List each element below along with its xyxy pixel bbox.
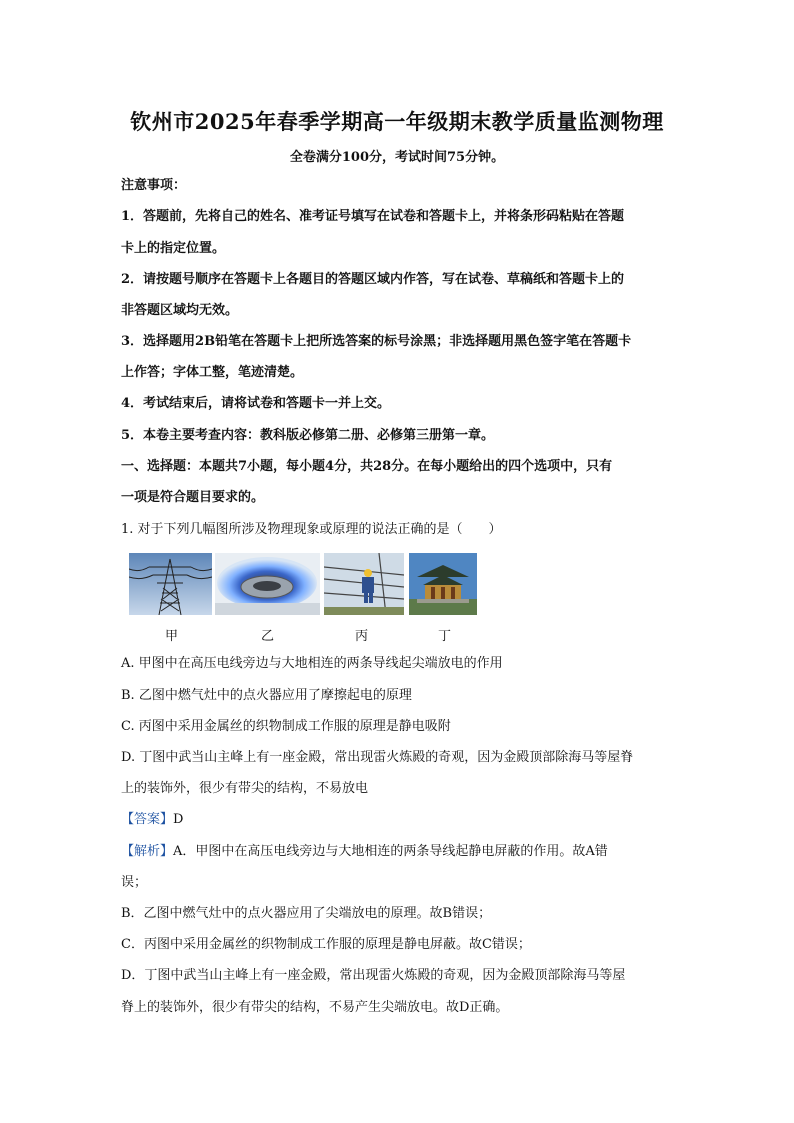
analysis-line-5: D．丁图中武当山主峰上有一座金殿，常出现雷火炼殿的奇观，因为金殿顶部除海马等屋 xyxy=(121,968,626,983)
answer-value: D xyxy=(173,812,184,827)
option-c: C. 丙图中采用金属丝的织物制成工作服的原理是静电吸附 xyxy=(121,719,451,734)
notice-line-3: 2．请按题号顺序在答题卡上各题目的答题区域内作答，写在试卷、草稿纸和答题卡上的 xyxy=(121,272,625,287)
analysis-text-1: A．甲图中在高压电线旁边与大地相连的两条导线起静电屏蔽的作用。故A错 xyxy=(173,844,608,859)
page-subtitle: 全卷满分100分，考试时间75分钟。 xyxy=(289,150,505,165)
analysis-tag: 【解析】 xyxy=(121,844,174,859)
figure-gas-burner xyxy=(215,553,320,615)
analysis-line-4: C．丙图中采用金属丝的织物制成工作服的原理是静电屏蔽。故C错误； xyxy=(121,937,531,952)
analysis-line-3: B．乙图中燃气灶中的点火器应用了尖端放电的原理。故B错误； xyxy=(121,906,492,921)
figure-label-bing: 丙 xyxy=(355,629,369,644)
figure-label-yi: 乙 xyxy=(261,629,275,644)
option-a: A. 甲图中在高压电线旁边与大地相连的两条导线起尖端放电的作用 xyxy=(121,656,503,671)
figure-label-jia: 甲 xyxy=(165,629,179,644)
figure-lineman xyxy=(324,553,404,615)
notice-line-4: 非答题区域均无效。 xyxy=(121,303,239,318)
page-title: 钦州市2025年春季学期高一年级期末教学质量监测物理 xyxy=(130,109,664,134)
notice-line-7: 4．考试结束后，请将试卷和答题卡一并上交。 xyxy=(121,396,391,411)
section-line-1: 一、选择题：本题共7小题，每小题4分，共28分。在每小题给出的四个选项中，只有 xyxy=(121,459,613,474)
analysis-line-2: 误； xyxy=(121,875,148,890)
figure-power-tower xyxy=(129,553,212,615)
answer-line xyxy=(121,811,681,829)
answer-tag: 【答案】 xyxy=(121,812,174,827)
notice-line-6: 上作答；字体工整，笔迹清楚。 xyxy=(121,365,304,380)
notice-line-8: 5．本卷主要考查内容：教科版必修第二册、必修第三册第一章。 xyxy=(121,428,495,443)
notice-line-2: 卡上的指定位置。 xyxy=(121,241,226,256)
figure-golden-hall xyxy=(409,553,477,615)
figure-label-ding: 丁 xyxy=(438,629,452,644)
section-line-2: 一项是符合题目要求的。 xyxy=(121,490,265,505)
analysis-line-1 xyxy=(121,843,681,861)
option-d-line-2: 上的装饰外，很少有带尖的结构，不易放电 xyxy=(121,781,369,796)
notice-line-1: 1．答题前，先将自己的姓名、准考证号填写在试卷和答题卡上，并将条形码粘贴在答题 xyxy=(121,209,625,224)
option-d-line-1: D. 丁图中武当山主峰上有一座金殿，常出现雷火炼殿的奇观，因为金殿顶部除海马等屋脊 xyxy=(121,750,634,765)
notice-line-5: 3．选择题用2B铅笔在答题卡上把所选答案的标号涂黑；非选择题用黑色签字笔在答题卡 xyxy=(121,334,632,349)
question-stem: 1. 对于下列几幅图所涉及物理现象或原理的说法正确的是（ ） xyxy=(121,522,502,537)
analysis-line-6: 脊上的装饰外，很少有带尖的结构，不易产生尖端放电。故D正确。 xyxy=(121,1000,509,1015)
option-b: B. 乙图中燃气灶中的点火器应用了摩擦起电的原理 xyxy=(121,688,412,703)
notice-header: 注意事项： xyxy=(121,178,187,193)
